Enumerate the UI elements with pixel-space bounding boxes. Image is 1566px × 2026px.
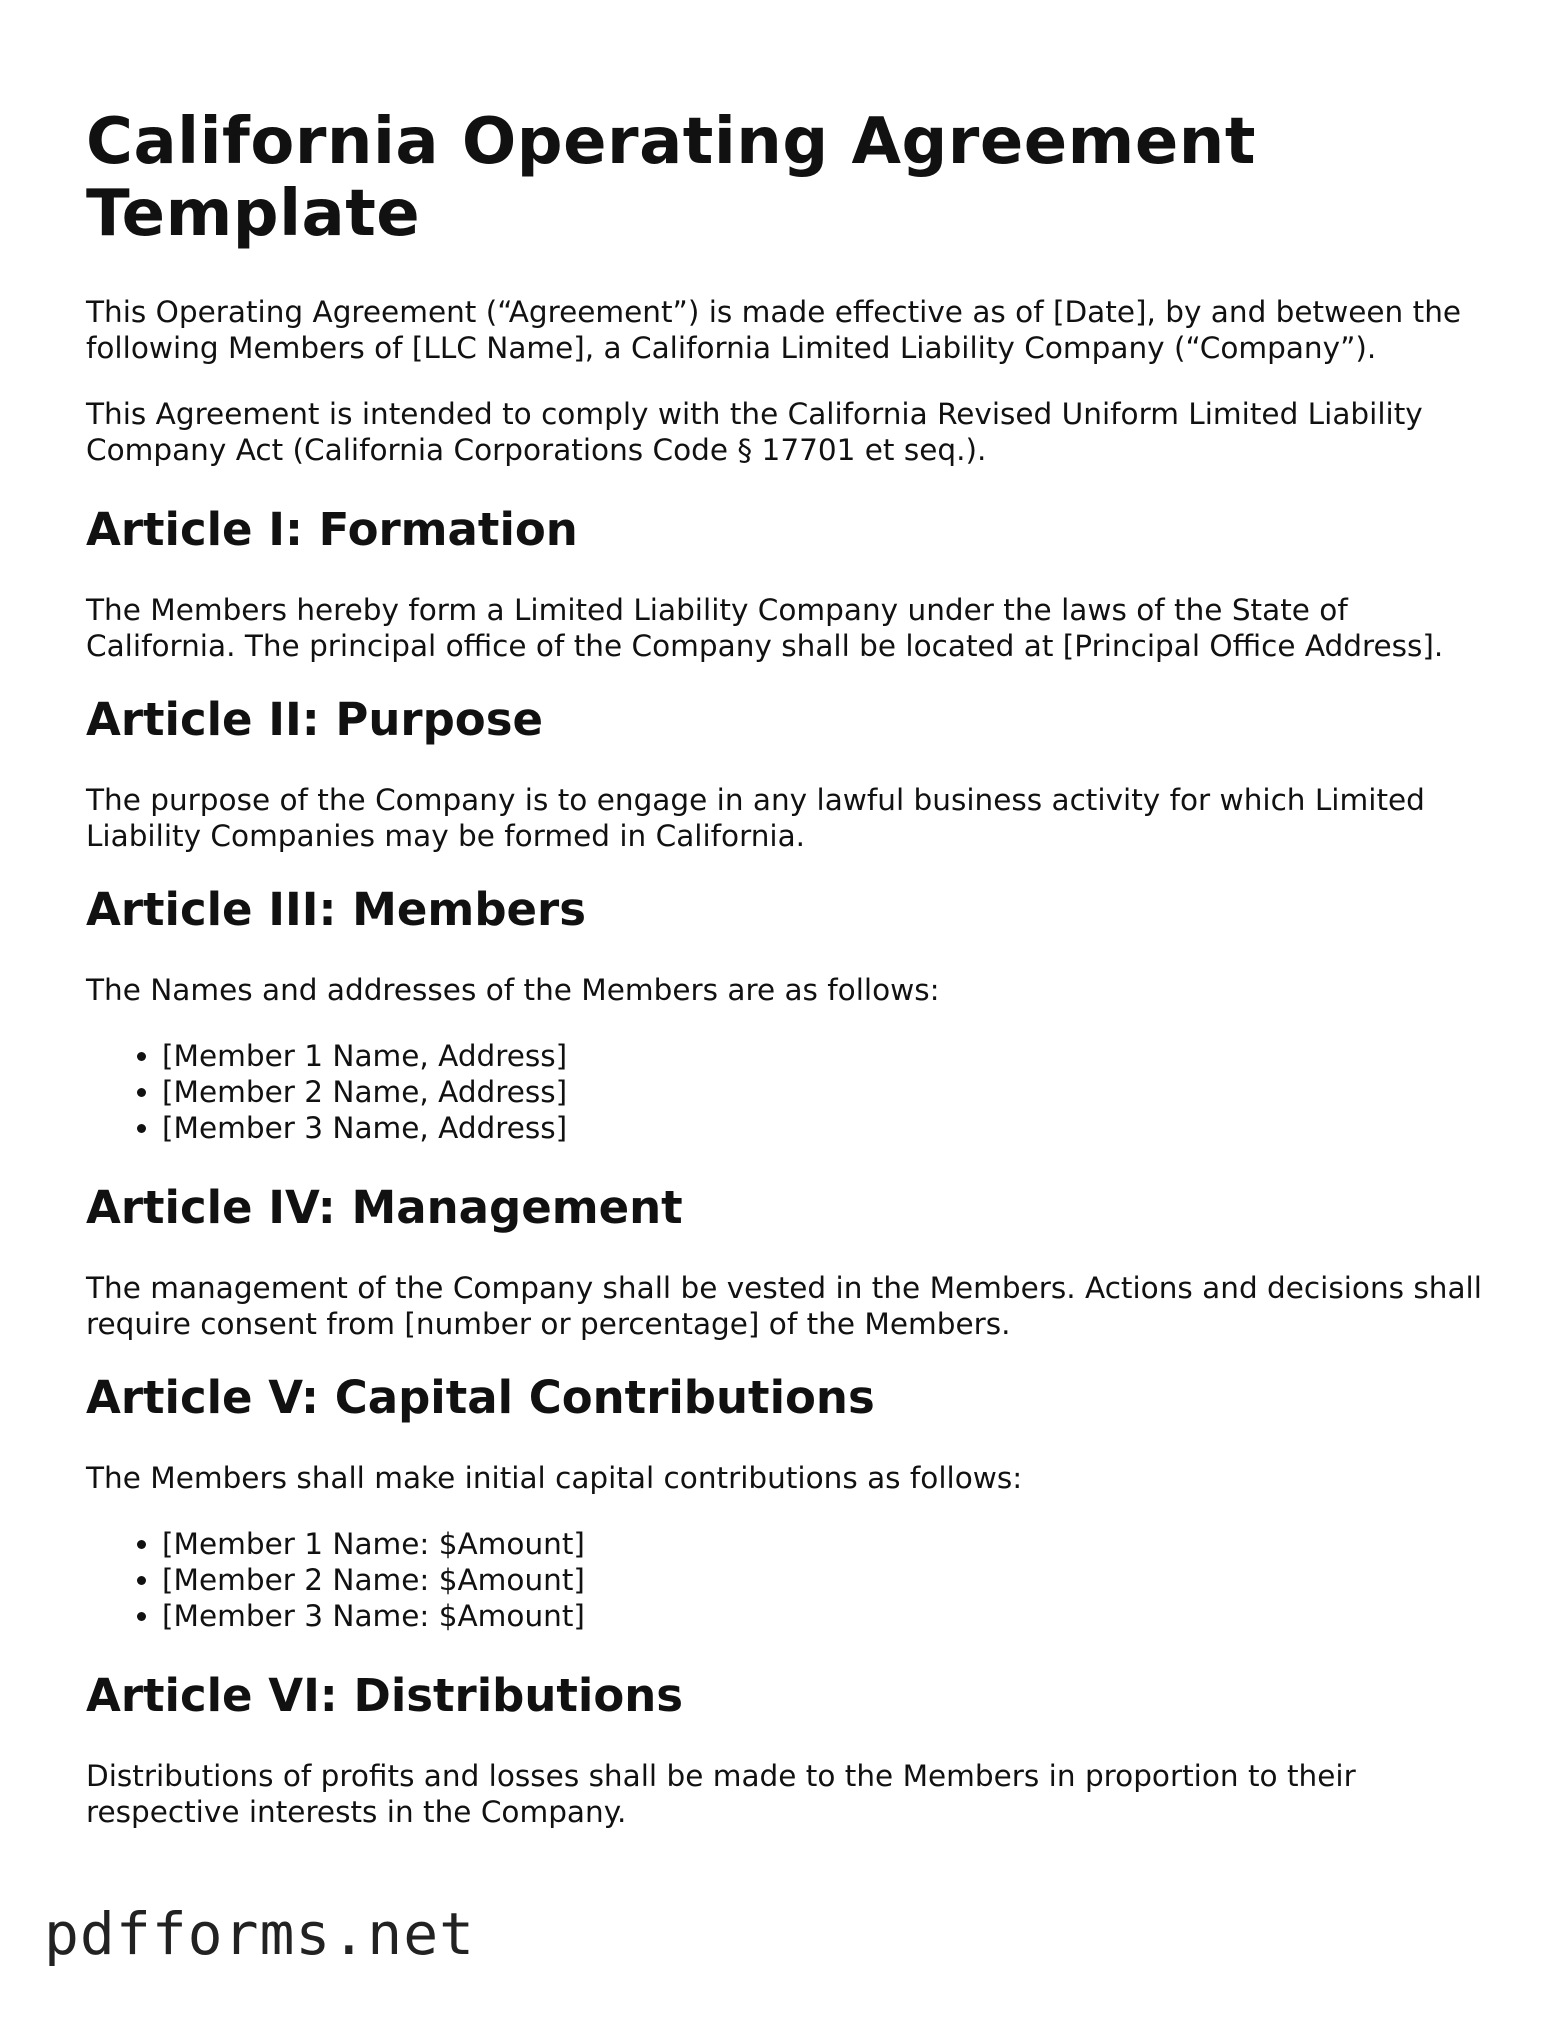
list-item: • [Member 3 Name, Address] bbox=[162, 1110, 1506, 1146]
article-heading: Article IV: Management bbox=[86, 1181, 683, 1234]
article-heading: Article V: Capital Contributions bbox=[86, 1371, 875, 1424]
article-purpose bbox=[86, 694, 1506, 854]
list-item: • [Member 1 Name, Address] bbox=[162, 1038, 1506, 1074]
article-text: The management of the Company shall be vested in the Members. Actions and decisions shall require consent from [number or percentage] of the Members. bbox=[86, 1271, 1482, 1341]
intro-paragraph-2: This Agreement is intended to comply with the California Revised Uniform Limited Liability Company Act (California Corporations Code § 17701 et seq.). bbox=[86, 397, 1423, 467]
article-members bbox=[86, 884, 1506, 1146]
list-item: • [Member 3 Name: $Amount] bbox=[162, 1598, 1506, 1634]
article-text: The Members hereby form a Limited Liability Company under the laws of the State of California. The principal office of the Company shall be located at [Principal Office Address]. bbox=[86, 593, 1444, 663]
article-text: Distributions of profits and losses shall be made to the Members in proportion to their respective interests in the Company. bbox=[86, 1759, 1356, 1829]
article-heading: Article VI: Distributions bbox=[86, 1669, 684, 1722]
article-formation bbox=[86, 504, 1506, 664]
article-heading: Article III: Members bbox=[86, 883, 587, 936]
contributions-list bbox=[86, 1526, 1506, 1634]
article-management bbox=[86, 1182, 1506, 1342]
article-distributions bbox=[86, 1670, 1506, 1830]
list-item: • [Member 1 Name: $Amount] bbox=[162, 1526, 1506, 1562]
article-text: The Members shall make initial capital contributions as follows: bbox=[86, 1461, 1023, 1495]
site-watermark: pdfforms.net bbox=[44, 1900, 476, 1968]
list-item: • [Member 2 Name, Address] bbox=[162, 1074, 1506, 1110]
article-heading: Article II: Purpose bbox=[86, 693, 544, 746]
article-text: The purpose of the Company is to engage in any lawful business activity for which Limited Liability Companies may be formed in California. bbox=[86, 783, 1425, 853]
article-heading: Article I: Formation bbox=[86, 503, 578, 556]
list-item: • [Member 2 Name: $Amount] bbox=[162, 1562, 1506, 1598]
document-page bbox=[86, 106, 1506, 1860]
members-list bbox=[86, 1038, 1506, 1146]
document-title: California Operating Agreement Template bbox=[86, 105, 1256, 251]
article-capital-contributions bbox=[86, 1372, 1506, 1634]
article-text: The Names and addresses of the Members are as follows: bbox=[86, 973, 940, 1007]
intro-paragraph-1: This Operating Agreement (“Agreement”) is made effective as of [Date], by and between the following Members of [LLC Name], a California Limited Liability Company (“Company”). bbox=[86, 295, 1462, 365]
